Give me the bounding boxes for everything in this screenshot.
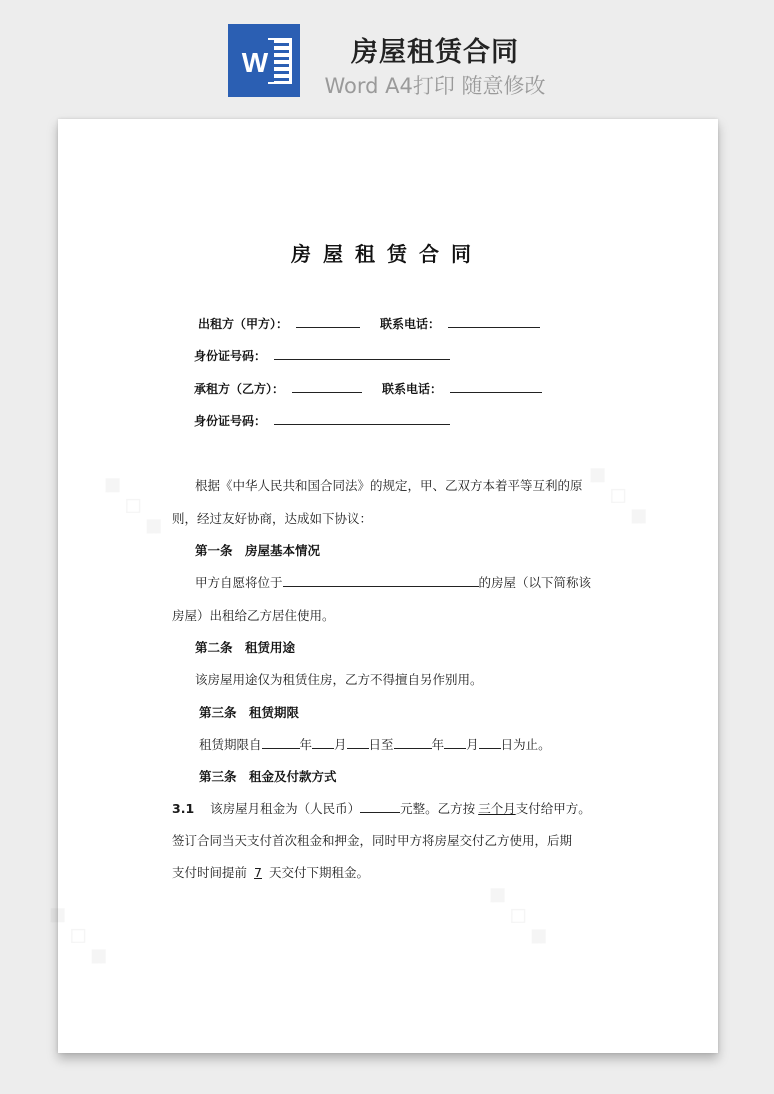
term-month-2: 月 (466, 737, 479, 752)
term-year-1: 年 (299, 737, 313, 752)
watermark: ◆ ◇ ◆ (95, 466, 173, 544)
phone-label-2: 联系电话： (382, 382, 443, 396)
end-day-blank[interactable] (479, 737, 501, 749)
clause-3-1-text-e: 天交付下期租金。 (269, 865, 370, 880)
article-1-prefix: 甲方自愿将位于 (195, 575, 283, 590)
start-month-blank[interactable] (312, 737, 334, 749)
clause-3-1-line-3 (172, 863, 369, 881)
id-blank-1[interactable] (274, 347, 450, 360)
id-field-2 (194, 412, 450, 429)
term-prefix: 租赁期限自 (199, 737, 262, 752)
start-year-blank[interactable] (262, 737, 300, 749)
article-1-suffix: 的房屋（以下简称该 (478, 575, 592, 590)
watermark: ◆ ◇ ◆ (480, 876, 558, 954)
clause-3-1-text-a: 该房屋月租金为（人民币） (210, 801, 361, 816)
lessee-blank[interactable] (292, 380, 362, 393)
term-day-2: 日为止。 (500, 737, 551, 752)
word-icon-letter: W (241, 47, 269, 78)
intro-line-2: 则，经过友好协商，达成如下协议： (172, 511, 373, 526)
term-day-1: 日至 (368, 737, 394, 752)
id-field-1 (194, 347, 450, 364)
article-2-title: 第二条 租赁用途 (195, 640, 296, 655)
watermark: ◆ ◇ ◆ (580, 456, 658, 534)
phone-field-1 (380, 315, 540, 332)
start-day-blank[interactable] (347, 737, 369, 749)
clause-3-1-text-b: 元整。乙方按 (400, 801, 476, 816)
article-2-text: 该房屋用途仅为租赁住房，乙方不得擅自另作别用。 (195, 672, 483, 687)
app-title: 房屋租赁合同 (351, 37, 519, 68)
document-title: 房屋租赁合同 (291, 242, 483, 266)
clause-3-1-number: 3.1 (172, 801, 195, 816)
word-icon (228, 24, 300, 97)
lessee-field (194, 380, 362, 397)
clause-3-1-text-d: 支付时间提前 (172, 865, 248, 880)
term-line (199, 735, 551, 753)
article-1-line-2: 房屋）出租给乙方居住使用。 (172, 608, 335, 623)
app-subtitle: Word A4打印 随意修改 (324, 74, 546, 98)
intro-line-1: 根据《中华人民共和国合同法》的规定，甲、乙双方本着平等互利的原 (195, 478, 583, 493)
advance-days[interactable]: 7 (254, 865, 262, 880)
phone-field-2 (382, 380, 542, 397)
watermark: ◆ ◇ ◆ (40, 896, 118, 974)
id-label-1: 身份证号码： (194, 349, 267, 363)
id-label-2: 身份证号码： (194, 414, 267, 428)
article-1-line-1 (195, 573, 591, 591)
end-year-blank[interactable] (394, 737, 432, 749)
lessee-label: 承租方（乙方）： (194, 382, 285, 396)
clause-3-1-line-2: 签订合同当天支付首次租金和押金，同时甲方将房屋交付乙方使用，后期 (172, 833, 573, 848)
end-month-blank[interactable] (444, 737, 466, 749)
phone-blank-2[interactable] (450, 380, 542, 393)
id-blank-2[interactable] (274, 412, 450, 425)
phone-label-1: 联系电话： (380, 317, 441, 331)
article-1-title: 第一条 房屋基本情况 (195, 543, 321, 558)
address-blank[interactable] (283, 575, 479, 587)
header (0, 0, 774, 110)
phone-blank-1[interactable] (448, 315, 540, 328)
lessor-blank[interactable] (296, 315, 360, 328)
term-year-2: 年 (431, 737, 445, 752)
rent-amount-blank[interactable] (360, 801, 400, 813)
lessor-label: 出租方（甲方）： (198, 317, 289, 331)
article-4-title: 第三条 租金及付款方式 (199, 769, 337, 784)
article-3-title: 第三条 租赁期限 (199, 705, 300, 720)
clause-3-1-text-c: 支付给甲方。 (515, 801, 591, 816)
clause-3-1-line-1 (172, 799, 591, 817)
payment-period[interactable]: 三个月 (478, 801, 516, 816)
term-month-1: 月 (334, 737, 347, 752)
lessor-field (198, 315, 360, 332)
